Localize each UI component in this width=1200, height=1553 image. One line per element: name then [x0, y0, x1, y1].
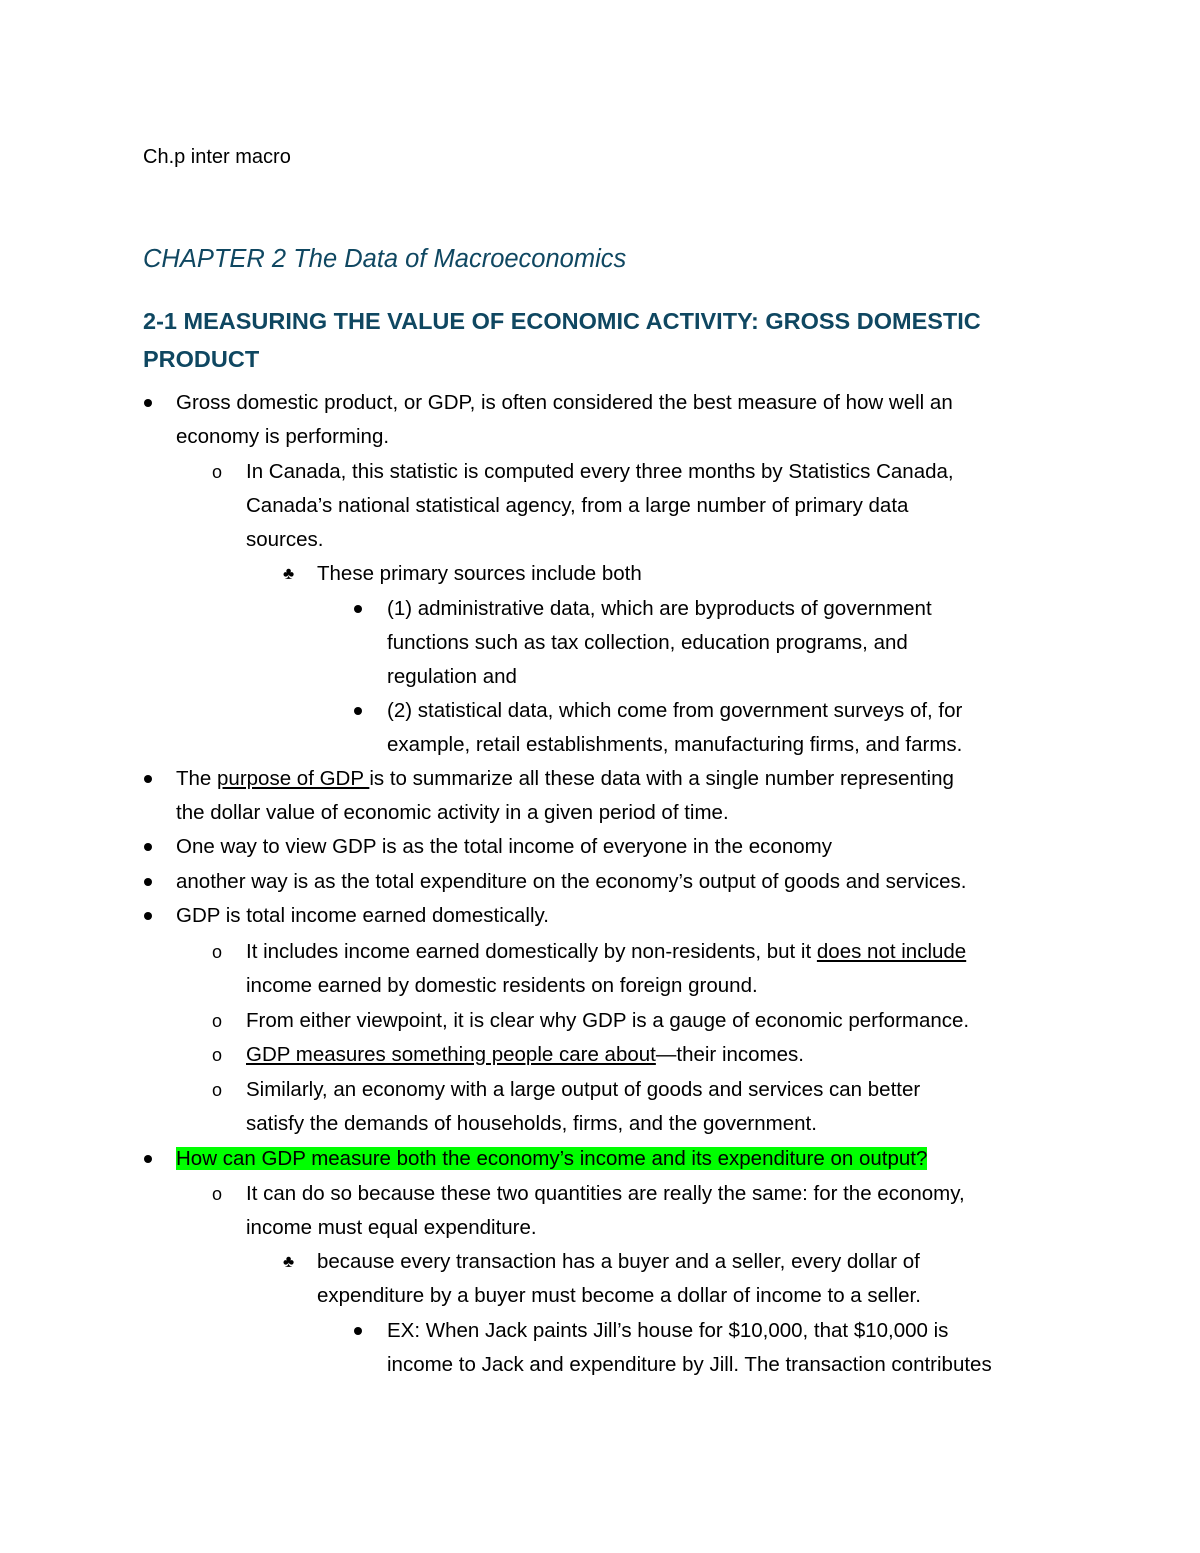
list-item-text: satisfy the demands of households, firms, and the government.	[246, 1112, 817, 1135]
list-item-text: EX: When Jack paints Jill’s house for $10,000, that $10,000 is	[387, 1319, 949, 1342]
list-item-text: Gross domestic product, or GDP, is often considered the best measure of how well an	[176, 391, 953, 414]
list-item-text: economy is performing.	[176, 425, 390, 448]
bullet-dot	[144, 1155, 152, 1163]
underlined-phrase: purpose of GDP	[217, 767, 370, 790]
bullet-dot	[354, 1327, 362, 1335]
list-item-text: because every transaction has a buyer and a seller, every dollar of	[317, 1250, 920, 1273]
list-item-text: From either viewpoint, it is clear why GDP is a gauge of economic performance.	[246, 1009, 970, 1032]
list-item-text	[176, 1142, 927, 1176]
chapter-title: CHAPTER 2 The Data of Macroeconomics	[143, 245, 627, 273]
bullet-dot	[144, 399, 152, 407]
list-item-text: the dollar value of economic activity in a given period of time.	[176, 801, 729, 824]
text-run: The	[176, 767, 218, 790]
bullet-dot	[144, 843, 152, 851]
list-item-text: One way to view GDP is as the total income of everyone in the economy	[176, 835, 832, 858]
text-run: It includes income earned domestically by non-residents, but it	[246, 940, 817, 963]
text-run: is to summarize all these data with a single number representing	[369, 767, 954, 790]
list-item-text: sources.	[246, 528, 324, 551]
bullet-dot	[354, 605, 362, 613]
highlighted-question: How can GDP measure both the economy’s income and its expenditure on output?	[176, 1147, 928, 1170]
text-run: —their incomes.	[655, 1043, 804, 1066]
list-item-text	[246, 1038, 804, 1072]
list-item-text: income to Jack and expenditure by Jill. The transaction contributes	[387, 1353, 992, 1376]
list-item-text: functions such as tax collection, education programs, and	[387, 631, 908, 654]
circle-bullet: o	[212, 1080, 223, 1100]
circle-bullet: o	[212, 942, 223, 962]
list-item-text: Similarly, an economy with a large output of goods and services can better	[246, 1078, 921, 1101]
circle-bullet: o	[212, 462, 223, 482]
bullet-dot	[144, 878, 152, 886]
bullet-dot	[144, 912, 152, 920]
circle-bullet: o	[212, 1184, 223, 1204]
bullet-dot	[354, 707, 362, 715]
list-item-text	[176, 762, 954, 796]
circle-bullet: o	[212, 1045, 223, 1065]
list-item-text: regulation and	[387, 665, 517, 688]
circle-bullet: o	[212, 1011, 223, 1031]
list-item-text: In Canada, this statistic is computed every three months by Statistics Canada,	[246, 460, 954, 483]
bullet-dot	[144, 775, 152, 783]
club-bullet-icon: ♣	[283, 564, 295, 583]
list-item-text: income earned by domestic residents on foreign ground.	[246, 974, 758, 997]
list-item-text: (2) statistical data, which come from government surveys of, for	[387, 699, 963, 722]
course-title: Ch.p inter macro	[143, 146, 291, 168]
list-item-text: another way is as the total expenditure on the economy’s output of goods and services.	[176, 870, 967, 893]
list-item-text: example, retail establishments, manufacturing firms, and farms.	[387, 733, 963, 756]
underlined-phrase: GDP measures something people care about	[246, 1043, 656, 1066]
list-item-text: income must equal expenditure.	[246, 1216, 537, 1239]
underlined-phrase: does not include	[816, 940, 967, 963]
list-item-text: (1) administrative data, which are byproducts of government	[387, 597, 932, 620]
club-bullet-icon: ♣	[283, 1252, 295, 1271]
list-item-text: These primary sources include both	[317, 562, 642, 585]
list-item-text: expenditure by a buyer must become a dollar of income to a seller.	[317, 1284, 921, 1307]
list-item-text: GDP is total income earned domestically.	[176, 904, 549, 927]
list-item-text: Canada’s national statistical agency, from a large number of primary data	[246, 494, 909, 517]
section-heading: 2-1 MEASURING THE VALUE OF ECONOMIC ACTIVITY: GROSS DOMESTIC PRODUCT	[143, 308, 981, 372]
list-item-text	[246, 935, 966, 969]
list-item-text: It can do so because these two quantities are really the same: for the economy,	[246, 1182, 965, 1205]
